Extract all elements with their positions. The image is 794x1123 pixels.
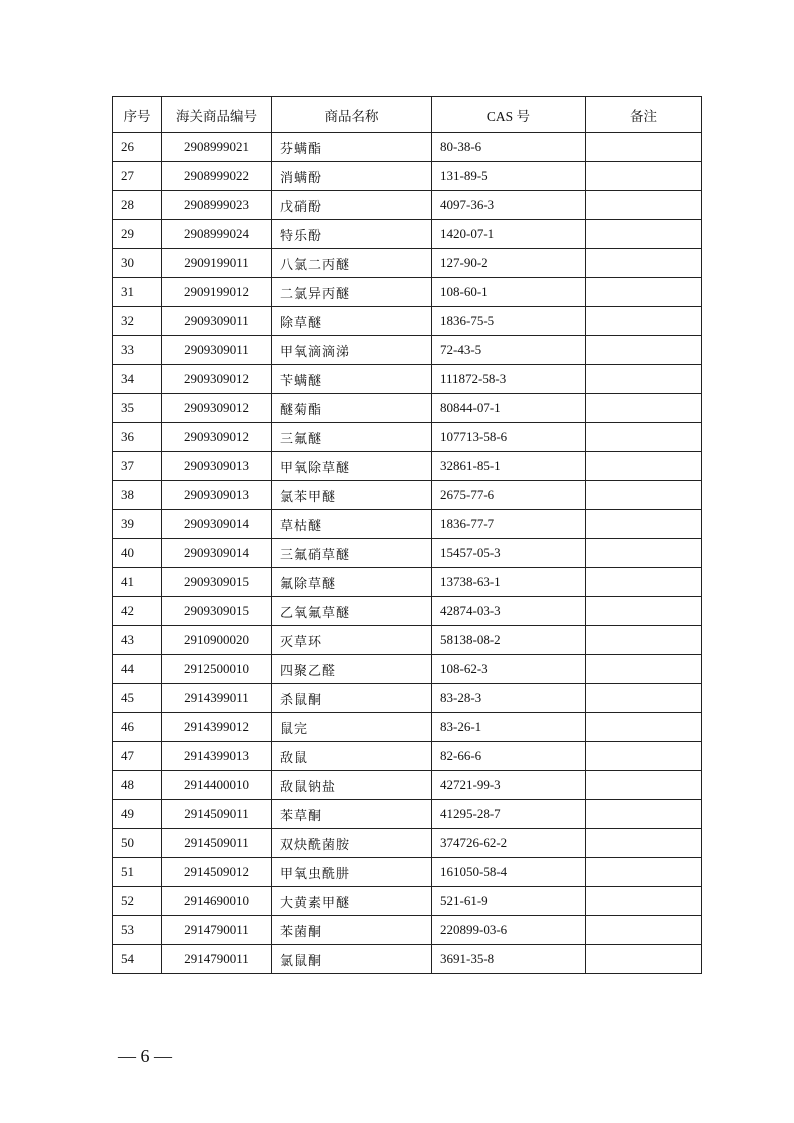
cell-seq: 39 [113, 510, 162, 539]
table-row [113, 887, 702, 916]
cell-seq: 35 [113, 394, 162, 423]
cell-customs-code: 2909309012 [162, 394, 272, 423]
cell-remark [586, 220, 702, 249]
table-row [113, 829, 702, 858]
cell-product-name: 醚菊酯 [272, 394, 432, 423]
cell-customs-code: 2914790011 [162, 945, 272, 974]
cell-remark [586, 800, 702, 829]
cell-seq: 51 [113, 858, 162, 887]
cell-seq: 31 [113, 278, 162, 307]
table-row [113, 336, 702, 365]
table-row [113, 858, 702, 887]
cell-seq: 44 [113, 655, 162, 684]
cell-customs-code: 2909199012 [162, 278, 272, 307]
table-row [113, 800, 702, 829]
cell-product-name: 苄螨醚 [272, 365, 432, 394]
cell-product-name: 二氯异丙醚 [272, 278, 432, 307]
table-header-row [113, 97, 702, 133]
cell-product-name: 苯菌酮 [272, 916, 432, 945]
cell-cas: 161050-58-4 [432, 858, 586, 887]
table-row [113, 597, 702, 626]
cell-cas: 15457-05-3 [432, 539, 586, 568]
cell-remark [586, 510, 702, 539]
cell-product-name: 草枯醚 [272, 510, 432, 539]
table-row [113, 365, 702, 394]
table-row [113, 307, 702, 336]
cell-customs-code: 2908999021 [162, 133, 272, 162]
cell-product-name: 甲氧虫酰肼 [272, 858, 432, 887]
cell-customs-code: 2914400010 [162, 771, 272, 800]
table-row [113, 278, 702, 307]
table-row [113, 249, 702, 278]
cell-customs-code: 2909309011 [162, 336, 272, 365]
cell-remark [586, 626, 702, 655]
cell-cas: 58138-08-2 [432, 626, 586, 655]
cell-remark [586, 684, 702, 713]
cell-customs-code: 2914399011 [162, 684, 272, 713]
cell-customs-code: 2912500010 [162, 655, 272, 684]
cell-cas: 374726-62-2 [432, 829, 586, 858]
cell-seq: 33 [113, 336, 162, 365]
cell-remark [586, 539, 702, 568]
cell-seq: 40 [113, 539, 162, 568]
cell-customs-code: 2909309011 [162, 307, 272, 336]
table-body [113, 133, 702, 974]
cell-seq: 43 [113, 626, 162, 655]
cell-product-name: 四聚乙醛 [272, 655, 432, 684]
cell-remark [586, 365, 702, 394]
cell-customs-code: 2914509011 [162, 800, 272, 829]
cell-seq: 29 [113, 220, 162, 249]
cell-remark [586, 133, 702, 162]
cell-seq: 30 [113, 249, 162, 278]
cell-seq: 37 [113, 452, 162, 481]
cell-product-name: 戊硝酚 [272, 191, 432, 220]
cell-customs-code: 2914509011 [162, 829, 272, 858]
header-product-name: 商品名称 [272, 97, 432, 133]
table-row [113, 655, 702, 684]
cell-cas: 1836-75-5 [432, 307, 586, 336]
cell-seq: 32 [113, 307, 162, 336]
cell-product-name: 氟除草醚 [272, 568, 432, 597]
cell-product-name: 大黄素甲醚 [272, 887, 432, 916]
cell-product-name: 鼠完 [272, 713, 432, 742]
cell-remark [586, 597, 702, 626]
table-row [113, 394, 702, 423]
cell-product-name: 灭草环 [272, 626, 432, 655]
cell-seq: 28 [113, 191, 162, 220]
cell-product-name: 氯苯甲醚 [272, 481, 432, 510]
cell-product-name: 杀鼠酮 [272, 684, 432, 713]
cell-remark [586, 771, 702, 800]
cell-cas: 80844-07-1 [432, 394, 586, 423]
cell-remark [586, 829, 702, 858]
cell-seq: 52 [113, 887, 162, 916]
cell-product-name: 氯鼠酮 [272, 945, 432, 974]
cell-product-name: 芬螨酯 [272, 133, 432, 162]
cell-cas: 1420-07-1 [432, 220, 586, 249]
cell-cas: 521-61-9 [432, 887, 586, 916]
cell-cas: 131-89-5 [432, 162, 586, 191]
cell-cas: 32861-85-1 [432, 452, 586, 481]
table-row [113, 162, 702, 191]
cell-customs-code: 2909309014 [162, 510, 272, 539]
table-row [113, 452, 702, 481]
cell-product-name: 苯草酮 [272, 800, 432, 829]
cell-customs-code: 2908999023 [162, 191, 272, 220]
cell-customs-code: 2909309012 [162, 423, 272, 452]
chemical-list-table [112, 96, 702, 974]
cell-seq: 53 [113, 916, 162, 945]
table-row [113, 539, 702, 568]
table-row [113, 771, 702, 800]
cell-customs-code: 2914790011 [162, 916, 272, 945]
cell-remark [586, 481, 702, 510]
table-row [113, 945, 702, 974]
table-row [113, 481, 702, 510]
cell-customs-code: 2908999024 [162, 220, 272, 249]
cell-seq: 38 [113, 481, 162, 510]
cell-product-name: 敌鼠钠盐 [272, 771, 432, 800]
cell-remark [586, 916, 702, 945]
cell-cas: 111872-58-3 [432, 365, 586, 394]
cell-seq: 45 [113, 684, 162, 713]
cell-cas: 3691-35-8 [432, 945, 586, 974]
cell-customs-code: 2909309014 [162, 539, 272, 568]
cell-cas: 83-28-3 [432, 684, 586, 713]
table-row [113, 568, 702, 597]
cell-customs-code: 2914509012 [162, 858, 272, 887]
cell-remark [586, 249, 702, 278]
cell-seq: 50 [113, 829, 162, 858]
cell-cas: 4097-36-3 [432, 191, 586, 220]
cell-seq: 46 [113, 713, 162, 742]
cell-cas: 13738-63-1 [432, 568, 586, 597]
cell-remark [586, 655, 702, 684]
table-row [113, 916, 702, 945]
cell-cas: 72-43-5 [432, 336, 586, 365]
table-row [113, 510, 702, 539]
cell-seq: 49 [113, 800, 162, 829]
cell-cas: 82-66-6 [432, 742, 586, 771]
cell-product-name: 除草醚 [272, 307, 432, 336]
table-row [113, 133, 702, 162]
cell-customs-code: 2909199011 [162, 249, 272, 278]
cell-seq: 26 [113, 133, 162, 162]
cell-product-name: 敌鼠 [272, 742, 432, 771]
cell-remark [586, 713, 702, 742]
cell-seq: 54 [113, 945, 162, 974]
cell-remark [586, 452, 702, 481]
header-remark: 备注 [586, 97, 702, 133]
table-row [113, 742, 702, 771]
cell-customs-code: 2909309013 [162, 481, 272, 510]
cell-seq: 36 [113, 423, 162, 452]
cell-seq: 47 [113, 742, 162, 771]
cell-product-name: 八氯二丙醚 [272, 249, 432, 278]
cell-customs-code: 2909309012 [162, 365, 272, 394]
cell-remark [586, 858, 702, 887]
cell-remark [586, 162, 702, 191]
cell-product-name: 三氟硝草醚 [272, 539, 432, 568]
cell-customs-code: 2909309015 [162, 568, 272, 597]
cell-remark [586, 336, 702, 365]
cell-product-name: 甲氧除草醚 [272, 452, 432, 481]
cell-customs-code: 2909309015 [162, 597, 272, 626]
cell-product-name: 消螨酚 [272, 162, 432, 191]
cell-remark [586, 568, 702, 597]
cell-seq: 42 [113, 597, 162, 626]
cell-seq: 41 [113, 568, 162, 597]
cell-remark [586, 887, 702, 916]
table-row [113, 423, 702, 452]
cell-remark [586, 307, 702, 336]
cell-cas: 108-60-1 [432, 278, 586, 307]
cell-remark [586, 742, 702, 771]
cell-customs-code: 2914399013 [162, 742, 272, 771]
table-row [113, 191, 702, 220]
table-row [113, 626, 702, 655]
cell-remark [586, 945, 702, 974]
header-customs-code: 海关商品编号 [162, 97, 272, 133]
cell-remark [586, 278, 702, 307]
cell-cas: 41295-28-7 [432, 800, 586, 829]
cell-cas: 127-90-2 [432, 249, 586, 278]
cell-seq: 48 [113, 771, 162, 800]
cell-remark [586, 394, 702, 423]
cell-cas: 107713-58-6 [432, 423, 586, 452]
header-cas: CAS 号 [432, 97, 586, 133]
cell-cas: 42874-03-3 [432, 597, 586, 626]
cell-cas: 42721-99-3 [432, 771, 586, 800]
table-row [113, 220, 702, 249]
cell-remark [586, 191, 702, 220]
cell-customs-code: 2910900020 [162, 626, 272, 655]
cell-customs-code: 2914690010 [162, 887, 272, 916]
cell-product-name: 甲氧滴滴涕 [272, 336, 432, 365]
cell-product-name: 乙氧氟草醚 [272, 597, 432, 626]
cell-customs-code: 2908999022 [162, 162, 272, 191]
cell-cas: 2675-77-6 [432, 481, 586, 510]
header-seq: 序号 [113, 97, 162, 133]
cell-product-name: 双炔酰菌胺 [272, 829, 432, 858]
cell-remark [586, 423, 702, 452]
page-number: — 6 — [118, 1046, 172, 1066]
cell-cas: 1836-77-7 [432, 510, 586, 539]
table-row [113, 713, 702, 742]
cell-product-name: 特乐酚 [272, 220, 432, 249]
cell-product-name: 三氟醚 [272, 423, 432, 452]
cell-customs-code: 2914399012 [162, 713, 272, 742]
cell-seq: 34 [113, 365, 162, 394]
table-row [113, 684, 702, 713]
cell-cas: 108-62-3 [432, 655, 586, 684]
cell-cas: 83-26-1 [432, 713, 586, 742]
cell-cas: 220899-03-6 [432, 916, 586, 945]
cell-seq: 27 [113, 162, 162, 191]
cell-cas: 80-38-6 [432, 133, 586, 162]
cell-customs-code: 2909309013 [162, 452, 272, 481]
